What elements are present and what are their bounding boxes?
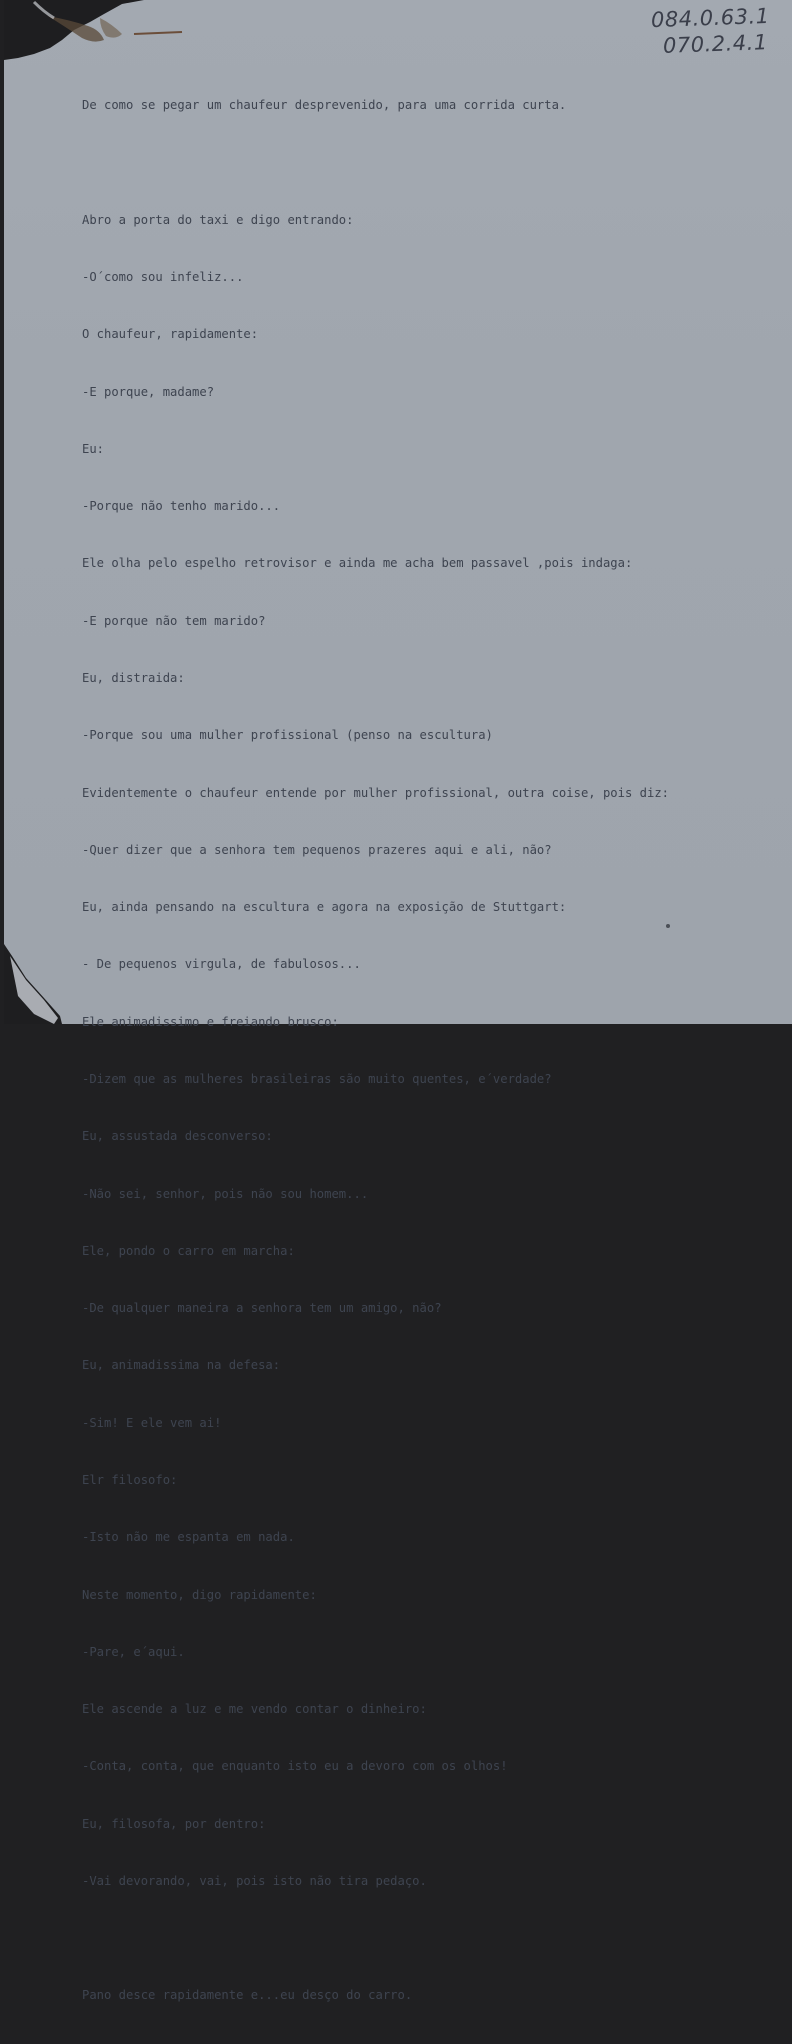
text-line: -O´como sou infeliz... [82,270,244,285]
text-line: -Não sei, senhor, pois não sou homem... [82,1186,369,1201]
text-line: -Pare, e´aqui. [82,1644,185,1659]
paper-speck [666,924,670,928]
text-line: Ele ascende a luz e me vendo contar o dinheiro: [82,1702,427,1717]
text-line: Eu, assustada desconverso: [82,1129,273,1144]
text-line: -Sim! E ele vem ai! [82,1415,222,1430]
text-line: -Quer dizer que a senhora tem pequenos prazeres aqui e ali, não? [82,842,552,857]
text-line: - De pequenos virgula, de fabulosos... [82,957,361,972]
text-line: -Conta, conta, que enquanto isto eu a devoro com os olhos! [82,1759,508,1774]
text-line: Neste momento, digo rapidamente: [82,1587,317,1602]
text-line: Ele olha pelo espelho retrovisor e ainda me acha bem passavel ,pois indaga: [82,556,633,571]
text-line: -Isto não me espanta em nada. [82,1530,295,1545]
document-title: De como se pegar um chaufeur desprevenido, para uma corrida curta. [82,98,567,113]
text-line: -Vai devorando, vai, pois isto não tira pedaço. [82,1873,427,1888]
text-line: Eu, ainda pensando na escultura e agora na exposição de Stuttgart: [82,900,567,915]
text-line: -De qualquer maneira a senhora tem um amigo, não? [82,1301,442,1316]
staple-mark [132,29,184,37]
text-line: Abro a porta do taxi e digo entrando: [82,212,354,227]
text-line: -Dizem que as mulheres brasileiras são muito quentes, e´verdade? [82,1071,552,1086]
text-line: -E porque, madame? [82,384,215,399]
blank-line [82,1929,782,1948]
text-line: -E porque não tem marido? [82,613,266,628]
text-line: Eu, distraida: [82,671,185,685]
text-line: Evidentemente o chaufeur entende por mulher profissional, outra coise, pois diz: [82,785,669,800]
torn-corner-decoration [4,0,144,60]
typescript-body [82,58,782,2044]
closing-line: Pano desce rapidamente e...eu desço do carro. [82,1988,413,2003]
archive-code-secondary: 070.2.4.1 [662,30,769,58]
text-line: -Porque não tenho marido... [82,499,281,514]
text-line: Elr filosofo: [82,1472,178,1487]
text-line: -Porque sou uma mulher profissional (penso na escultura) [82,728,493,743]
text-line: O chaufeur, rapidamente: [82,327,259,342]
text-line: Eu, animadissima na defesa: [82,1358,281,1373]
text-line: Eu, filosofa, por dentro: [82,1816,266,1831]
folded-corner-decoration [4,944,64,1024]
text-line: Eu: [82,441,105,456]
text-line: Ele animadissimo e freiando brusco: [82,1014,339,1029]
blank-line [82,153,782,172]
typescript-page [4,0,792,2003]
archive-code-primary: 084.0.63.1 [651,3,771,33]
text-line: Ele, pondo o carro em marcha: [82,1243,295,1258]
